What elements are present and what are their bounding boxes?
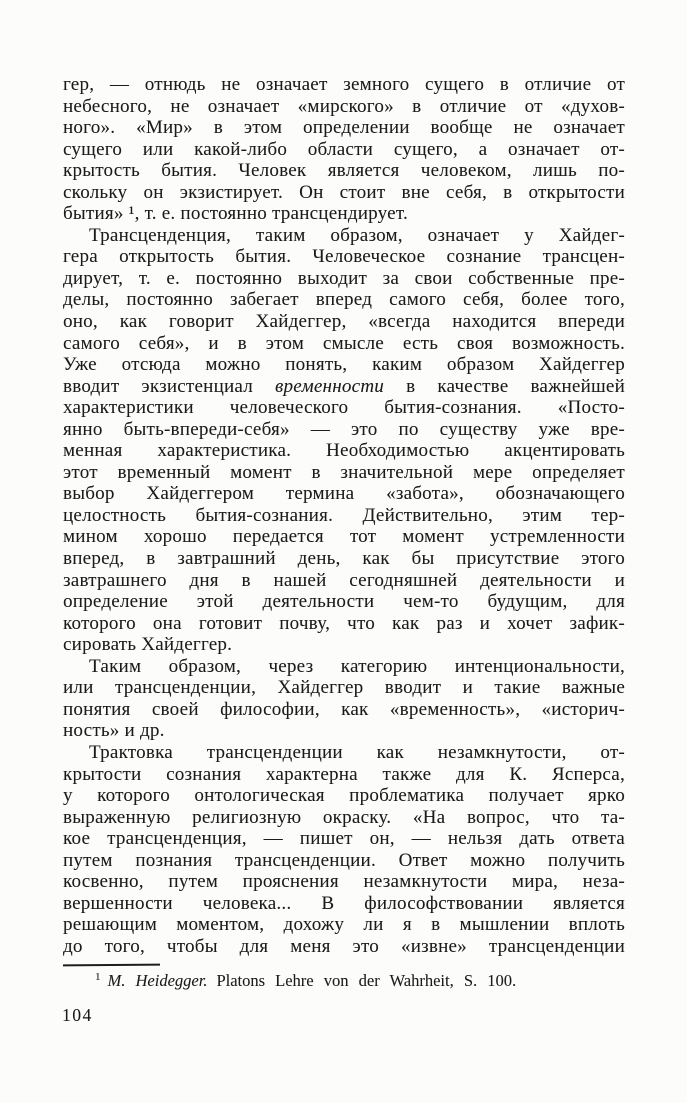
text-line: целостность бытия-сознания. Действительно, этим тер- [63,504,625,526]
text-line: менная характеристика. Необходимостью акцентировать [63,440,625,462]
text-line: янно быть-впереди-себя» — это по существу уже вре- [63,418,625,440]
text-line: гер, — отнюдь не означает земного сущего в отличие от [63,74,625,95]
text-line: дирует, т. е. постоянно выходит за свои собственные пре- [63,267,625,289]
text-line: решающим моментом, дохожу ли я в мышлении вплоть [63,914,625,936]
italic-term: временности [275,375,385,397]
text-line: бытия» ¹, т. е. постоянно трансцендирует. [63,203,408,225]
text-line: Трактовка трансценденции как незамкнутости, от- [89,741,625,763]
footnote-reference: Platons Lehre von der Wahrheit, S. 100. [216,971,517,990]
footnote [95,971,625,991]
text-line: скольку он экзистирует. Он стоит вне себя, в открытости [63,181,625,203]
text-segment: вводит экзистенциал [63,375,276,397]
text-line: этот временный момент в значительной мере определяет [63,461,625,483]
text-line: или трансценденции, Хайдеггер вводит и такие важные [63,677,625,699]
text-line: ность» и др. [63,720,165,742]
text-line: до того, чтобы для меня это «извне» трансценденции [63,935,625,957]
paragraph [63,742,625,957]
text-line: путем познания трансценденции. Ответ можно получить [63,849,625,871]
text-line: крытость бытия. Человек является человеком, лишь по- [63,160,625,182]
footnote-marker: 1 [95,970,101,983]
text-line: вершенности человека... В философствовании является [63,892,625,914]
text-line: вперед, в завтрашний день, как бы присутствие этого [63,548,625,570]
text-line: ного». «Мир» в этом определении вообще не означает [63,117,625,139]
paragraph [63,656,625,742]
text-line: определение этой деятельности чем-то будущим, для [63,591,625,613]
text-line: крытости сознания характерна также для К. Ясперса, [63,763,625,785]
text-segment: в качестве важнейшей [384,375,625,397]
text-line: завтрашнего дня в нашей сегодняшней деятельности и [63,569,625,591]
text-line: гера открытость бытия. Человеческое сознание трансцен- [63,246,625,268]
footnote-rule [63,964,160,967]
text-line: косвенно, путем прояснения незамкнутости мира, неза- [63,871,625,893]
text-line: характеристики человеческого бытия-сознания. «Посто- [63,397,625,419]
text-line: сировать Хайдеггер. [63,634,233,656]
text-line [63,376,625,398]
text-line: небесного, не означает «мирского» в отличие от «духов- [63,95,625,117]
text-line: сущего или какой-либо области сущего, а означает от- [63,138,625,160]
text-line: Трансценденция, таким образом, означает у Хайдег- [89,224,625,246]
text-line: выбор Хайдеггером термина «забота», обозначающего [63,483,625,505]
text-line: самого себя», и в этом смысле есть своя возможность. [63,332,625,354]
text-line: понятия своей философии, как «временность», «историч- [63,698,625,720]
text-line: кое трансценденция, — пишет он, — нельзя дать ответа [63,828,625,850]
footnote-author: M. Heidegger. [107,971,208,990]
text-line: Уже отсюда можно понять, каким образом Хайдеггер [63,354,625,376]
paragraph [63,225,625,656]
text-line: которого она готовит почву, что как раз и хочет зафик- [63,612,625,634]
body-text [63,74,625,957]
page-number: 104 [62,1005,93,1025]
text-line: Таким образом, через категорию интенциональности, [89,655,625,677]
text-line: оно, как говорит Хайдеггер, «всегда находится впереди [63,311,625,333]
text-line: выраженную религиозную окраску. «На вопрос, что та- [63,806,625,828]
text-line: делы, постоянно забегает вперед самого себя, более того, [63,289,625,311]
text-line: мином хорошо передается тот момент устремленности [63,526,625,548]
text-line: у которого онтологическая проблематика получает ярко [63,785,625,807]
paragraph [63,74,625,225]
